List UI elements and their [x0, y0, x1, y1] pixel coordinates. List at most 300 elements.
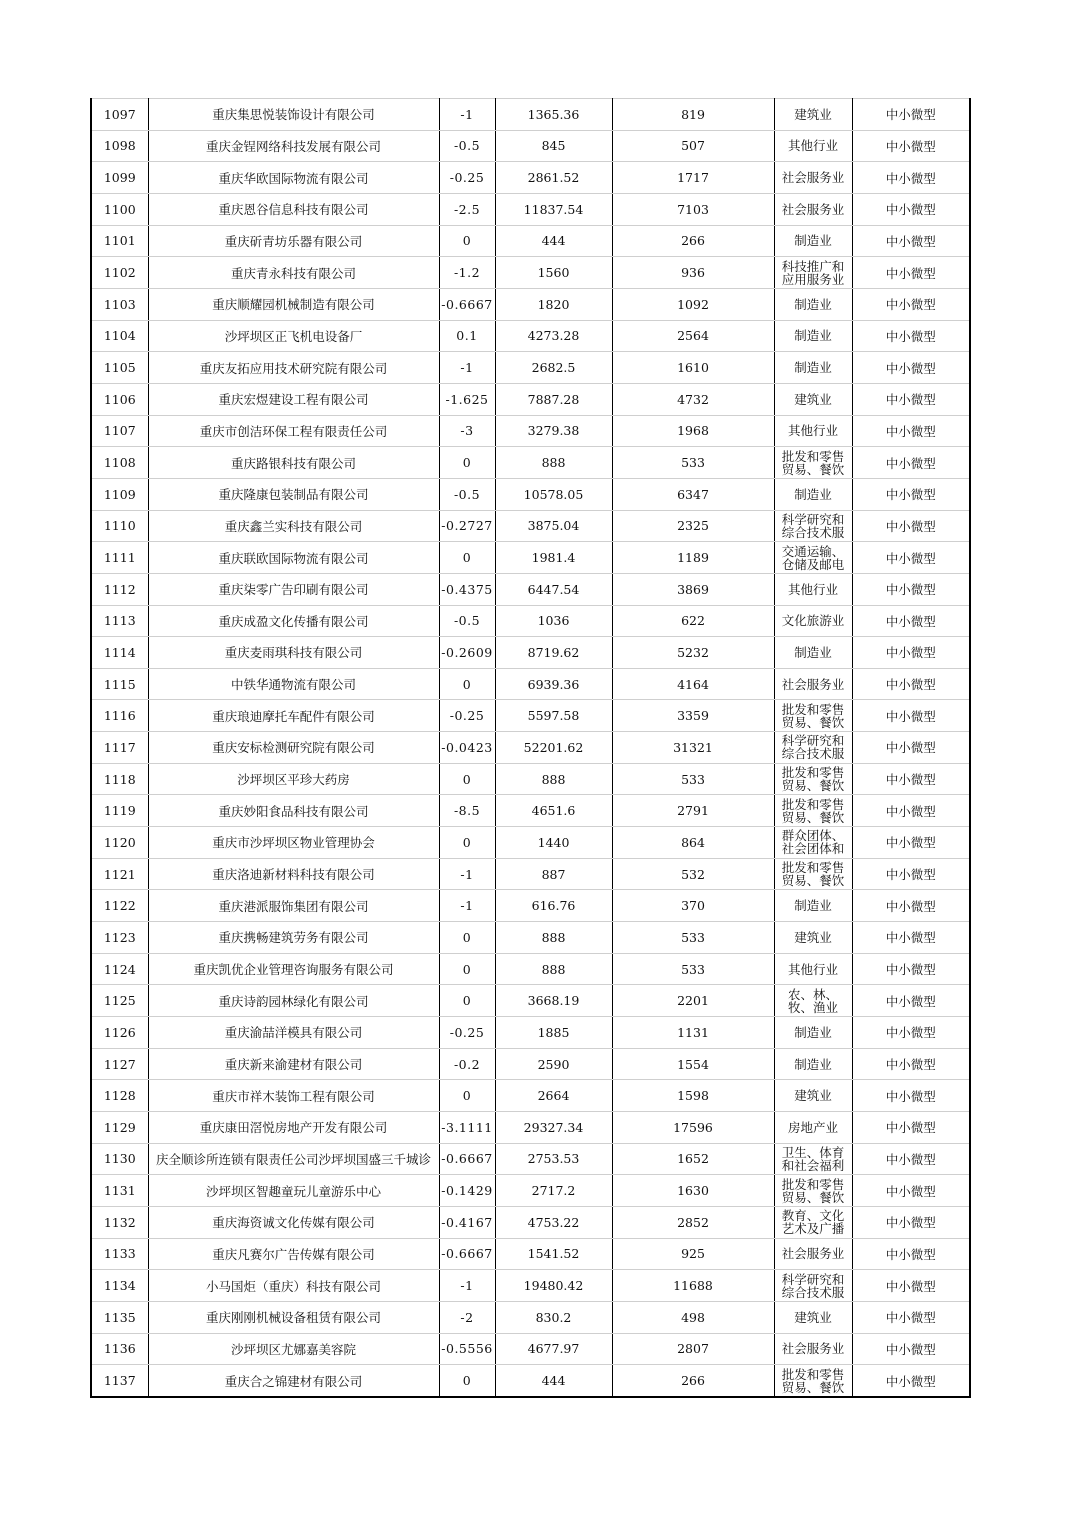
rate-value: 0	[439, 225, 495, 257]
industry-label: 批发和零售贸易、餐饮	[781, 861, 845, 888]
row-number: 1136	[91, 1333, 148, 1365]
enterprise-type: 中小微型	[852, 890, 970, 922]
enterprise-type: 中小微型	[852, 1175, 970, 1207]
rate-value: 0	[439, 447, 495, 479]
table-row	[91, 637, 970, 669]
count-value: 925	[612, 1238, 774, 1270]
table-row	[91, 1270, 970, 1302]
industry-label: 建筑业	[794, 930, 832, 944]
industry-category	[774, 795, 852, 827]
rate-value: -3	[439, 415, 495, 447]
table-row	[91, 130, 970, 162]
industry-label: 科学研究和综合技术服	[781, 734, 845, 761]
amount-value: 11837.54	[495, 193, 612, 225]
count-value: 819	[612, 99, 774, 131]
table-row	[91, 700, 970, 732]
industry-category	[774, 763, 852, 795]
industry-label: 制造业	[794, 899, 832, 913]
count-value: 507	[612, 130, 774, 162]
industry-label: 社会服务业	[781, 677, 845, 691]
industry-category	[774, 573, 852, 605]
company-name: 重庆凡赛尔广告传媒有限公司	[148, 1238, 439, 1270]
table-row	[91, 668, 970, 700]
table-row	[91, 1143, 970, 1175]
rate-value: 0	[439, 763, 495, 795]
industry-category	[774, 668, 852, 700]
row-number: 1112	[91, 573, 148, 605]
rate-value: -0.5	[439, 478, 495, 510]
amount-value: 1560	[495, 257, 612, 289]
enterprise-type: 中小微型	[852, 668, 970, 700]
row-number: 1121	[91, 858, 148, 890]
amount-value: 2664	[495, 1080, 612, 1112]
row-number: 1110	[91, 510, 148, 542]
amount-value: 887	[495, 858, 612, 890]
industry-category	[774, 383, 852, 415]
table-row	[91, 605, 970, 637]
industry-category	[774, 732, 852, 764]
rate-value: -0.2	[439, 1048, 495, 1080]
row-number: 1128	[91, 1080, 148, 1112]
row-number: 1126	[91, 1017, 148, 1049]
industry-label: 制造业	[794, 645, 832, 659]
enterprise-type: 中小微型	[852, 827, 970, 859]
row-number: 1098	[91, 130, 148, 162]
rate-value: -0.0423	[439, 732, 495, 764]
enterprise-type: 中小微型	[852, 732, 970, 764]
enterprise-type: 中小微型	[852, 1333, 970, 1365]
count-value: 5232	[612, 637, 774, 669]
industry-category	[774, 352, 852, 384]
enterprise-type: 中小微型	[852, 573, 970, 605]
industry-category	[774, 130, 852, 162]
rate-value: -0.1429	[439, 1175, 495, 1207]
industry-category	[774, 447, 852, 479]
count-value: 6347	[612, 478, 774, 510]
table-row	[91, 1175, 970, 1207]
enterprise-type: 中小微型	[852, 1270, 970, 1302]
industry-label: 批发和零售贸易、餐饮	[781, 797, 845, 824]
row-number: 1101	[91, 225, 148, 257]
industry-label: 建筑业	[794, 1089, 832, 1103]
amount-value: 2861.52	[495, 162, 612, 194]
amount-value: 2590	[495, 1048, 612, 1080]
industry-category	[774, 1206, 852, 1238]
amount-value: 444	[495, 1365, 612, 1397]
industry-label: 制造业	[794, 1057, 832, 1071]
table-row	[91, 1048, 970, 1080]
rate-value: -0.5556	[439, 1333, 495, 1365]
company-name: 重庆凯优企业管理咨询服务有限公司	[148, 953, 439, 985]
company-name: 重庆路银科技有限公司	[148, 447, 439, 479]
industry-label: 社会服务业	[781, 1342, 845, 1356]
row-number: 1118	[91, 763, 148, 795]
rate-value: -1	[439, 352, 495, 384]
industry-label: 批发和零售贸易、餐饮	[781, 449, 845, 476]
company-name: 重庆海资诚文化传媒有限公司	[148, 1206, 439, 1238]
row-number: 1120	[91, 827, 148, 859]
amount-value: 4273.28	[495, 320, 612, 352]
rate-value: 0	[439, 1365, 495, 1397]
count-value: 2325	[612, 510, 774, 542]
rate-value: -8.5	[439, 795, 495, 827]
industry-label: 制造业	[794, 487, 832, 501]
enterprise-table	[90, 98, 971, 1398]
industry-label: 科技推广和应用服务业	[781, 259, 845, 286]
count-value: 1092	[612, 288, 774, 320]
enterprise-type: 中小微型	[852, 415, 970, 447]
table-row	[91, 162, 970, 194]
industry-label: 社会服务业	[781, 202, 845, 216]
table-row	[91, 193, 970, 225]
rate-value: 0	[439, 542, 495, 574]
rate-value: -0.2727	[439, 510, 495, 542]
amount-value: 3875.04	[495, 510, 612, 542]
rate-value: 0	[439, 922, 495, 954]
industry-category	[774, 193, 852, 225]
row-number: 1131	[91, 1175, 148, 1207]
table-row	[91, 953, 970, 985]
industry-category	[774, 510, 852, 542]
enterprise-type: 中小微型	[852, 510, 970, 542]
amount-value: 1036	[495, 605, 612, 637]
company-name: 重庆隆康包装制品有限公司	[148, 478, 439, 510]
count-value: 4732	[612, 383, 774, 415]
rate-value: -3.1111	[439, 1112, 495, 1144]
company-name: 重庆妙阳食品科技有限公司	[148, 795, 439, 827]
rate-value: -0.4375	[439, 573, 495, 605]
table-row	[91, 99, 970, 131]
amount-value: 830.2	[495, 1301, 612, 1333]
row-number: 1117	[91, 732, 148, 764]
industry-category	[774, 985, 852, 1017]
enterprise-type: 中小微型	[852, 1112, 970, 1144]
enterprise-type: 中小微型	[852, 763, 970, 795]
industry-category	[774, 1365, 852, 1397]
company-name: 重庆安标检测研究院有限公司	[148, 732, 439, 764]
industry-category	[774, 637, 852, 669]
industry-label: 群众团体、社会团体和	[781, 829, 845, 856]
company-name: 重庆港派服饰集团有限公司	[148, 890, 439, 922]
table-row	[91, 225, 970, 257]
row-number: 1125	[91, 985, 148, 1017]
company-name: 重庆新来渝建材有限公司	[148, 1048, 439, 1080]
enterprise-type: 中小微型	[852, 985, 970, 1017]
amount-value: 29327.34	[495, 1112, 612, 1144]
industry-label: 社会服务业	[781, 1247, 845, 1261]
rate-value: -1.2	[439, 257, 495, 289]
table-row	[91, 732, 970, 764]
amount-value: 1365.36	[495, 99, 612, 131]
row-number: 1119	[91, 795, 148, 827]
table-body	[91, 99, 970, 1397]
count-value: 11688	[612, 1270, 774, 1302]
industry-category	[774, 1333, 852, 1365]
industry-label: 农、林、牧、渔业	[787, 987, 838, 1014]
rate-value: -0.6667	[439, 288, 495, 320]
company-name: 重庆市祥木装饰工程有限公司	[148, 1080, 439, 1112]
enterprise-type: 中小微型	[852, 1017, 970, 1049]
industry-label: 教育、文化艺术及广播	[781, 1209, 845, 1236]
industry-category	[774, 478, 852, 510]
count-value: 370	[612, 890, 774, 922]
count-value: 1131	[612, 1017, 774, 1049]
industry-category	[774, 162, 852, 194]
industry-category	[774, 257, 852, 289]
industry-category	[774, 1112, 852, 1144]
row-number: 1132	[91, 1206, 148, 1238]
rate-value: -2.5	[439, 193, 495, 225]
amount-value: 4651.6	[495, 795, 612, 827]
count-value: 266	[612, 225, 774, 257]
industry-category	[774, 700, 852, 732]
row-number: 1114	[91, 637, 148, 669]
table-row	[91, 985, 970, 1017]
amount-value: 444	[495, 225, 612, 257]
row-number: 1104	[91, 320, 148, 352]
rate-value: 0	[439, 953, 495, 985]
row-number: 1116	[91, 700, 148, 732]
industry-category	[774, 1048, 852, 1080]
rate-value: -1	[439, 99, 495, 131]
rate-value: 0	[439, 827, 495, 859]
count-value: 1189	[612, 542, 774, 574]
industry-label: 批发和零售贸易、餐饮	[781, 1177, 845, 1204]
rate-value: 0	[439, 1080, 495, 1112]
industry-label: 交通运输、仓储及邮电	[781, 544, 845, 571]
row-number: 1103	[91, 288, 148, 320]
company-name: 沙坪坝区正飞机电设备厂	[148, 320, 439, 352]
industry-label: 社会服务业	[781, 171, 845, 185]
table-row	[91, 1238, 970, 1270]
industry-category	[774, 320, 852, 352]
enterprise-type: 中小微型	[852, 637, 970, 669]
count-value: 622	[612, 605, 774, 637]
row-number: 1134	[91, 1270, 148, 1302]
amount-value: 1885	[495, 1017, 612, 1049]
count-value: 7103	[612, 193, 774, 225]
row-number: 1106	[91, 383, 148, 415]
amount-value: 888	[495, 763, 612, 795]
company-name: 沙坪坝区尤娜嘉美容院	[148, 1333, 439, 1365]
enterprise-type: 中小微型	[852, 1143, 970, 1175]
table-row	[91, 922, 970, 954]
enterprise-type: 中小微型	[852, 478, 970, 510]
industry-category	[774, 1301, 852, 1333]
count-value: 1598	[612, 1080, 774, 1112]
industry-label: 其他行业	[787, 962, 838, 976]
enterprise-type: 中小微型	[852, 383, 970, 415]
company-name: 重庆柒零广告印刷有限公司	[148, 573, 439, 605]
company-name: 重庆携畅建筑劳务有限公司	[148, 922, 439, 954]
rate-value: -0.6667	[439, 1143, 495, 1175]
rate-value: -2	[439, 1301, 495, 1333]
row-number: 1137	[91, 1365, 148, 1397]
count-value: 3869	[612, 573, 774, 605]
industry-label: 制造业	[794, 329, 832, 343]
industry-category	[774, 827, 852, 859]
company-name: 重庆成盈文化传播有限公司	[148, 605, 439, 637]
count-value: 1968	[612, 415, 774, 447]
enterprise-type: 中小微型	[852, 1048, 970, 1080]
row-number: 1130	[91, 1143, 148, 1175]
table-row	[91, 415, 970, 447]
industry-category	[774, 415, 852, 447]
company-name: 重庆诗韵园林绿化有限公司	[148, 985, 439, 1017]
amount-value: 52201.62	[495, 732, 612, 764]
company-name: 重庆市创洁环保工程有限责任公司	[148, 415, 439, 447]
row-number: 1123	[91, 922, 148, 954]
count-value: 2791	[612, 795, 774, 827]
amount-value: 2753.53	[495, 1143, 612, 1175]
company-name: 重庆合之锦建材有限公司	[148, 1365, 439, 1397]
amount-value: 4677.97	[495, 1333, 612, 1365]
company-name: 庆全顺诊所连锁有限责任公司沙坪坝国盛三千城诊	[148, 1143, 439, 1175]
enterprise-type: 中小微型	[852, 605, 970, 637]
amount-value: 616.76	[495, 890, 612, 922]
count-value: 17596	[612, 1112, 774, 1144]
industry-label: 批发和零售贸易、餐饮	[781, 766, 845, 793]
amount-value: 8719.62	[495, 637, 612, 669]
table-row	[91, 1206, 970, 1238]
count-value: 2807	[612, 1333, 774, 1365]
industry-category	[774, 542, 852, 574]
table-row	[91, 257, 970, 289]
industry-category	[774, 1143, 852, 1175]
amount-value: 4753.22	[495, 1206, 612, 1238]
count-value: 4164	[612, 668, 774, 700]
industry-label: 卫生、体育和社会福利	[781, 1145, 845, 1172]
enterprise-type: 中小微型	[852, 1080, 970, 1112]
enterprise-type: 中小微型	[852, 953, 970, 985]
amount-value: 888	[495, 922, 612, 954]
rate-value: -0.25	[439, 162, 495, 194]
company-name: 重庆联欧国际物流有限公司	[148, 542, 439, 574]
rate-value: -0.5	[439, 605, 495, 637]
row-number: 1115	[91, 668, 148, 700]
company-name: 重庆琅迪摩托车配件有限公司	[148, 700, 439, 732]
amount-value: 2682.5	[495, 352, 612, 384]
enterprise-type: 中小微型	[852, 99, 970, 131]
amount-value: 1981.4	[495, 542, 612, 574]
enterprise-type: 中小微型	[852, 225, 970, 257]
amount-value: 1820	[495, 288, 612, 320]
company-name: 重庆渝喆洋模具有限公司	[148, 1017, 439, 1049]
table-row	[91, 890, 970, 922]
enterprise-type: 中小微型	[852, 542, 970, 574]
enterprise-type: 中小微型	[852, 1365, 970, 1397]
enterprise-type: 中小微型	[852, 193, 970, 225]
table-row	[91, 795, 970, 827]
row-number: 1129	[91, 1112, 148, 1144]
table-row	[91, 352, 970, 384]
industry-category	[774, 858, 852, 890]
amount-value: 3279.38	[495, 415, 612, 447]
row-number: 1113	[91, 605, 148, 637]
count-value: 2564	[612, 320, 774, 352]
row-number: 1124	[91, 953, 148, 985]
table-row	[91, 478, 970, 510]
industry-label: 其他行业	[787, 582, 838, 596]
company-name: 重庆恩谷信息科技有限公司	[148, 193, 439, 225]
table-row	[91, 288, 970, 320]
count-value: 533	[612, 922, 774, 954]
industry-label: 建筑业	[794, 1310, 832, 1324]
company-name: 重庆集思悦装饰设计有限公司	[148, 99, 439, 131]
rate-value: 0	[439, 985, 495, 1017]
enterprise-type: 中小微型	[852, 447, 970, 479]
company-name: 重庆友拓应用技术研究院有限公司	[148, 352, 439, 384]
company-name: 重庆麦雨琪科技有限公司	[148, 637, 439, 669]
rate-value: -0.25	[439, 1017, 495, 1049]
rate-value: -0.25	[439, 700, 495, 732]
industry-category	[774, 605, 852, 637]
industry-label: 科学研究和综合技术服	[781, 1272, 845, 1299]
enterprise-type: 中小微型	[852, 352, 970, 384]
count-value: 498	[612, 1301, 774, 1333]
rate-value: -1	[439, 890, 495, 922]
company-name: 小马国炬（重庆）科技有限公司	[148, 1270, 439, 1302]
table-row	[91, 447, 970, 479]
industry-category	[774, 288, 852, 320]
row-number: 1100	[91, 193, 148, 225]
table-row	[91, 320, 970, 352]
industry-label: 其他行业	[787, 424, 838, 438]
industry-label: 制造业	[794, 1025, 832, 1039]
rate-value: 0.1	[439, 320, 495, 352]
company-name: 重庆刚刚机械设备租赁有限公司	[148, 1301, 439, 1333]
row-number: 1097	[91, 99, 148, 131]
industry-category	[774, 1017, 852, 1049]
enterprise-type: 中小微型	[852, 1238, 970, 1270]
count-value: 266	[612, 1365, 774, 1397]
row-number: 1105	[91, 352, 148, 384]
count-value: 864	[612, 827, 774, 859]
count-value: 533	[612, 953, 774, 985]
industry-label: 批发和零售贸易、餐饮	[781, 1367, 845, 1394]
company-name: 重庆金锃网络科技发展有限公司	[148, 130, 439, 162]
amount-value: 2717.2	[495, 1175, 612, 1207]
rate-value: -0.6667	[439, 1238, 495, 1270]
row-number: 1127	[91, 1048, 148, 1080]
table-row	[91, 1080, 970, 1112]
row-number: 1099	[91, 162, 148, 194]
industry-label: 制造业	[794, 234, 832, 248]
rate-value: -1	[439, 858, 495, 890]
industry-category	[774, 1175, 852, 1207]
table-row	[91, 1301, 970, 1333]
count-value: 1652	[612, 1143, 774, 1175]
industry-label: 建筑业	[794, 107, 832, 121]
count-value: 1554	[612, 1048, 774, 1080]
company-name: 重庆斫青坊乐器有限公司	[148, 225, 439, 257]
company-name: 重庆洛迪新材料科技有限公司	[148, 858, 439, 890]
count-value: 1630	[612, 1175, 774, 1207]
amount-value: 1440	[495, 827, 612, 859]
row-number: 1108	[91, 447, 148, 479]
row-number: 1133	[91, 1238, 148, 1270]
row-number: 1111	[91, 542, 148, 574]
enterprise-type: 中小微型	[852, 700, 970, 732]
industry-category	[774, 225, 852, 257]
enterprise-type: 中小微型	[852, 1301, 970, 1333]
count-value: 3359	[612, 700, 774, 732]
enterprise-type: 中小微型	[852, 320, 970, 352]
table-row	[91, 383, 970, 415]
industry-category	[774, 922, 852, 954]
count-value: 936	[612, 257, 774, 289]
industry-category	[774, 99, 852, 131]
